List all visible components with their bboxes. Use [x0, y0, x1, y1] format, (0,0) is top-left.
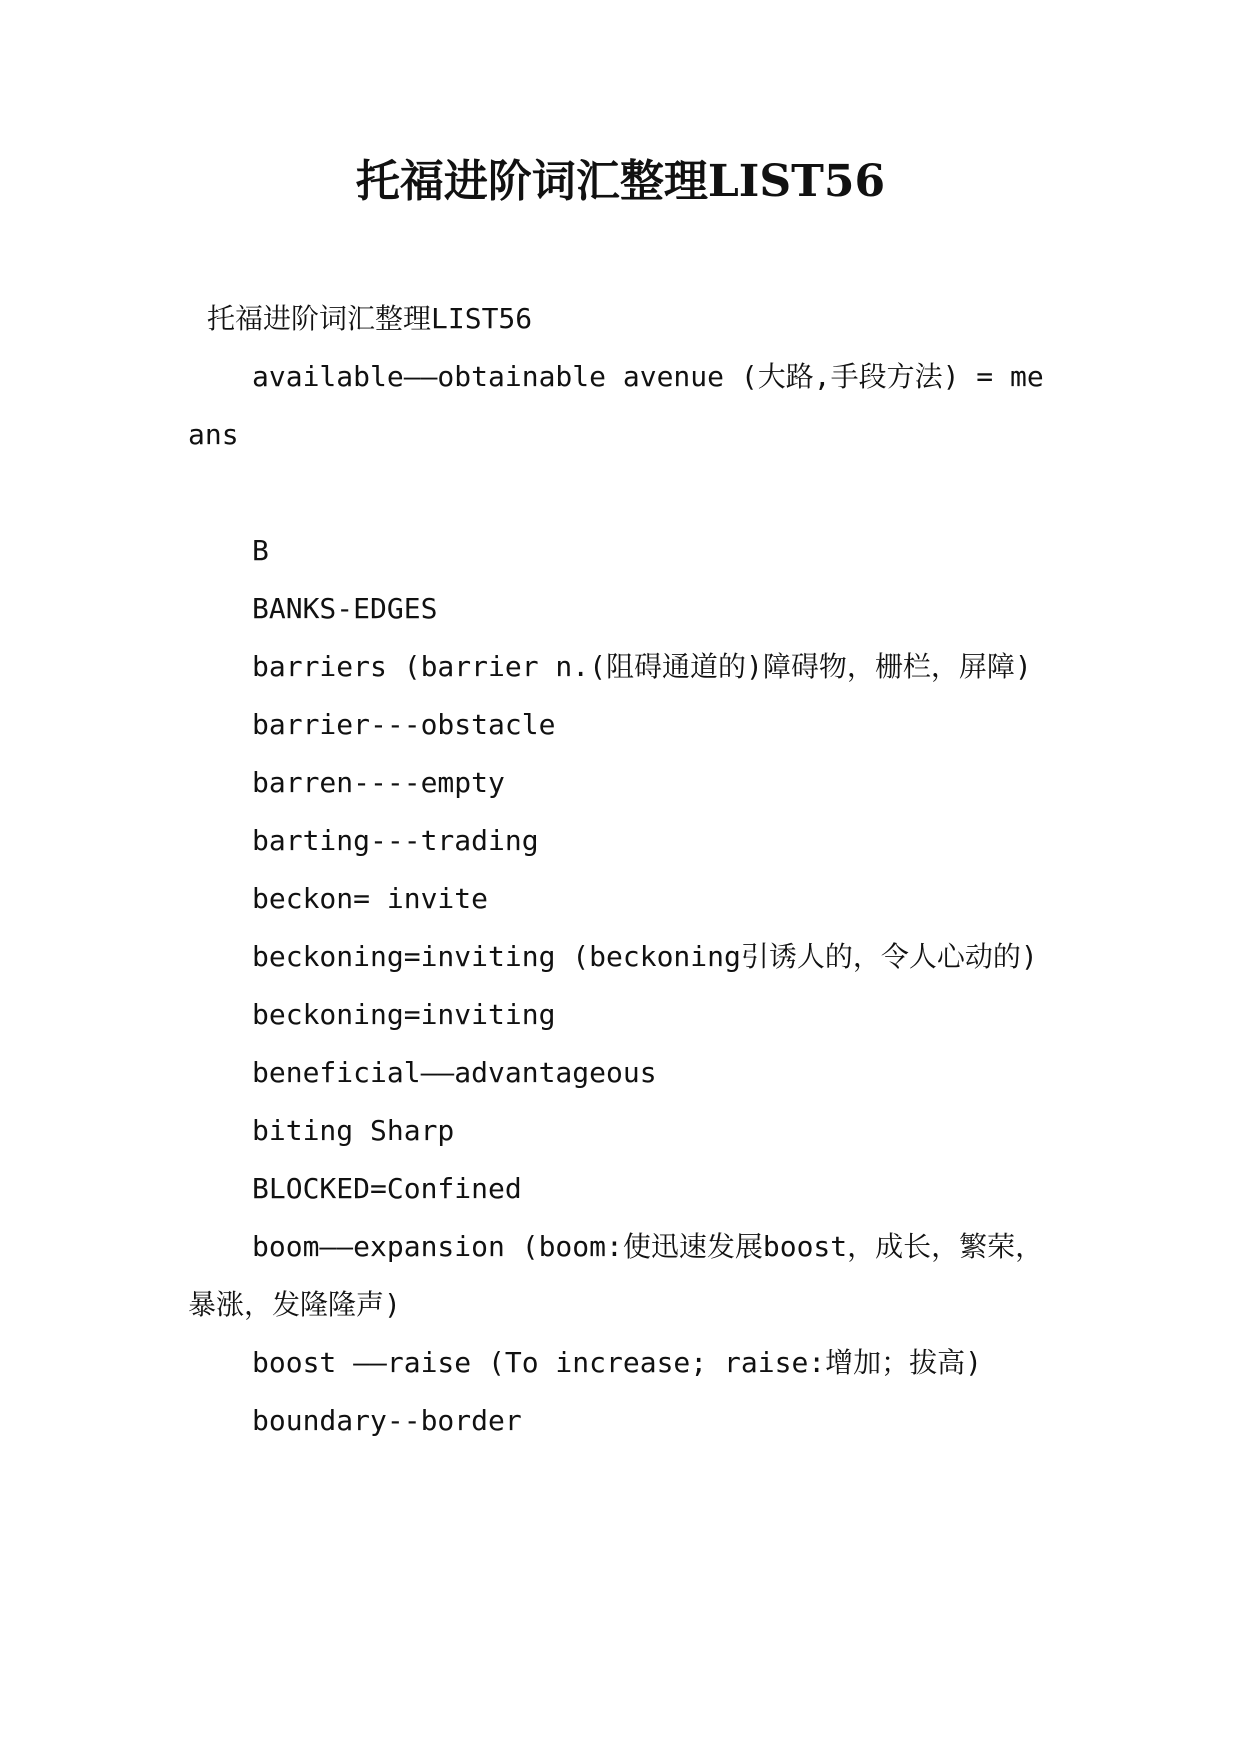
- entry-beckon: beckon= invite: [252, 882, 489, 915]
- document-body: [188, 290, 1056, 1450]
- entry-barriers: barriers (barrier n.(阻碍通道的)障碍物，栅栏，屏障): [252, 650, 1032, 683]
- intro-line: 托福进阶词汇整理LIST56: [207, 302, 533, 335]
- entry-beckoning: beckoning=inviting: [252, 998, 556, 1031]
- entry-banks: BANKS-EDGES: [252, 592, 438, 625]
- entry-blocked: BLOCKED=Confined: [252, 1172, 522, 1205]
- entry-boom: boom——expansion (boom:使迅速发展boost，成长，繁荣，暴涨，发隆隆声): [188, 1230, 1044, 1321]
- entry-boundary: boundary--border: [252, 1404, 522, 1437]
- entry-barting: barting---trading: [252, 824, 539, 857]
- entry-beneficial: beneficial——advantageous: [252, 1056, 657, 1089]
- entry-beckoning-note: beckoning=inviting (beckoning引诱人的，令人心动的): [252, 940, 1038, 973]
- section-heading-b: B: [252, 534, 269, 567]
- entry-barren: barren----empty: [252, 766, 505, 799]
- entry-boost: boost ——raise (To increase; raise:增加；拔高): [252, 1346, 983, 1379]
- document-title: 托福进阶词汇整理LIST56: [355, 156, 886, 207]
- blank-line: [188, 464, 1056, 522]
- entry-barrier: barrier---obstacle: [252, 708, 556, 741]
- entry-available: available——obtainable avenue (大路,手段方法) = means: [188, 360, 1044, 451]
- entry-biting: biting Sharp: [252, 1114, 455, 1147]
